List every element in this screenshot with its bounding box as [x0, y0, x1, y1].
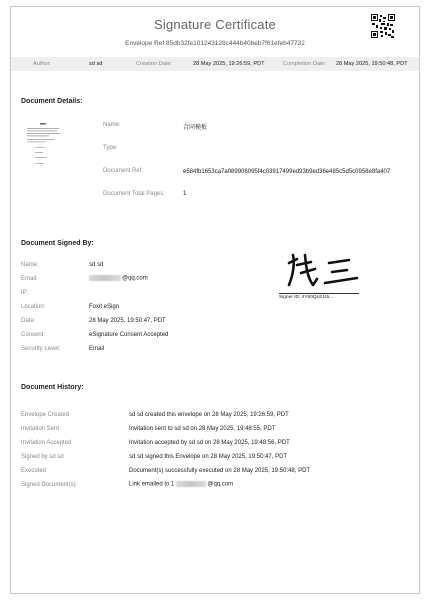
- completion-date-label: Completion Date:: [283, 61, 327, 67]
- qr-code-icon: [371, 14, 395, 38]
- signer-location-label: Location:: [21, 304, 46, 310]
- signer-id: Signer ID: 4Y60QLE1I5...: [279, 293, 359, 300]
- signer-email-value: @qq.com: [89, 275, 148, 282]
- history-label: Invitation Sent: [21, 426, 60, 432]
- history-label: Envelope Created: [21, 412, 70, 418]
- history-heading: Document History:: [21, 384, 84, 391]
- history-value: Document(s) successfully executed on 28 May 2025, 19:50:48, PDT: [129, 468, 311, 474]
- doc-name-label: Name:: [103, 122, 121, 128]
- completion-date-value: 28 May 2025, 19:50:48, PDT: [336, 61, 408, 67]
- doc-pages-value: 1: [183, 191, 187, 197]
- meta-bar: [11, 57, 419, 71]
- doc-ref-value: e584fb1653ca7a089906095f4c03917499ed93b9ed36e485c5d5c0958e8fa407: [183, 169, 391, 175]
- signer-ip-label: IP:: [21, 290, 29, 296]
- history-label: Executed: [21, 468, 47, 474]
- document-thumbnail[interactable]: [23, 119, 63, 177]
- signer-consent-label: Consent:: [21, 332, 46, 338]
- signer-location-value: Foxit eSign: [89, 304, 120, 310]
- redacted-email-block: [89, 275, 121, 281]
- document-details-heading: Document Details:: [21, 98, 83, 105]
- history-value: Invitation accepted by sd sd on 28 May 2025, 19:48:56, PDT: [129, 440, 290, 446]
- signed-by-heading: Document Signed By:: [21, 240, 94, 247]
- history-label: Signed by sd sd: [21, 454, 64, 460]
- history-label: Signed Document(s): [21, 482, 76, 488]
- doc-ref-label: Document Ref:: [103, 168, 144, 174]
- handwritten-signature: [279, 249, 369, 291]
- history-value: sd sd created this envelope on 28 May 2025, 19:26:59, PDT: [129, 412, 289, 418]
- history-value: sd sd signed this Envelope on 28 May 2025, 19:50:47, PDT: [129, 454, 288, 460]
- doc-type-label: Type:: [103, 145, 118, 151]
- redacted-email-block: [176, 481, 206, 487]
- signer-name-label: Name:: [21, 262, 39, 268]
- creation-date-value: 28 May 2025, 19:26:59, PDT: [193, 61, 265, 67]
- history-label: Invitation Accepted: [21, 440, 72, 446]
- creation-date-label: Creation Date:: [136, 61, 173, 67]
- signer-date-label: Date:: [21, 318, 36, 324]
- author-value: sd sd: [89, 61, 103, 67]
- signer-name-value: sd sd: [89, 262, 104, 268]
- signer-email-label: Email:: [21, 276, 38, 282]
- doc-name-value: 合同模板: [183, 125, 208, 131]
- signer-consent-value: eSignature Consent Accepted: [89, 332, 169, 338]
- author-label: Author:: [33, 61, 52, 67]
- doc-pages-label: Document Total Pages:: [103, 191, 165, 197]
- history-value: Invitation sent to sd sd on 28 May 2025, 19:48:55, PDT: [129, 426, 276, 432]
- envelope-ref: Envelope Ref:85db32fe101243128c444b40beb7f61efeb47732: [125, 40, 305, 47]
- certificate-page: [10, 6, 420, 594]
- signer-security-label: Security Level:: [21, 346, 61, 352]
- signer-security-value: Email: [89, 346, 105, 352]
- signer-date-value: 28 May 2025, 19:50:47, PDT: [89, 318, 166, 324]
- history-value: Link emailed to 1 @qq.com: [129, 481, 234, 488]
- certificate-title: Signature Certificate: [154, 17, 276, 32]
